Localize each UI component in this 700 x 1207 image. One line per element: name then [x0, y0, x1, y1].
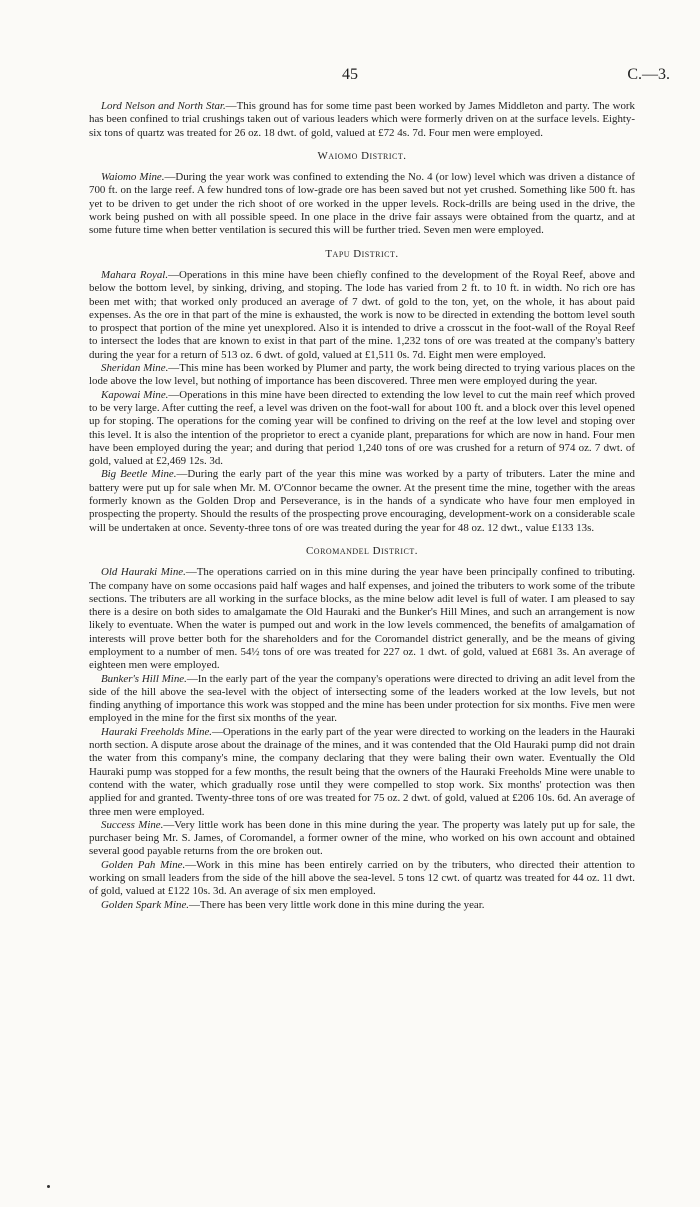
paragraph-text: —There has been very little work done in this mine during the year.: [189, 898, 485, 911]
paragraph-hauraki-freeholds: [89, 726, 635, 819]
mine-name: Golden Spark Mine.: [101, 898, 190, 911]
paragraph-text: —Very little work has been done in this mine during the year. The property was lately put up for sale, the purchaser being Mr. S. James, of Coromandel, a former owner of the mine, who worked on his own account and obtained several good payable returns from the ore broken out.: [89, 818, 635, 858]
paragraph-lord-nelson: [89, 100, 635, 140]
section-heading-waiomo: Waiomo District.: [317, 149, 407, 162]
paragraph-mahara: [89, 269, 635, 362]
page-number: 45: [342, 66, 358, 83]
paragraph-text: —Operations in the early part of the year were directed to working on the leaders in the Hauraki north section. A dispute arose about the drainage of the mines, and it was contended that the Old Hauraki pump did not drain the water from this company's mine, the company declaring that they were baling their own water. Eventually the Old Hauraki pump was stopped for a few months, the result being that the owners of the Hauraki Freeholds Mine were unable to contend with the water, which gradually rose until they were compelled to stop work. Six months' protection was then applied for and granted. Twenty-three tons of ore was treated for 75 oz. 2 dwt. of gold, valued at £206 10s. 6d. An average of three men were employed.: [89, 725, 635, 818]
paragraph-waiomo: [89, 171, 635, 237]
paragraph-big-beetle: [89, 468, 635, 534]
paragraph-text: —Work in this mine has been entirely carried on by the tributers, who directed their attention to working on small leaders from the side of the hill above the sea-level. 5 tons 12 cwt. of quartz was treated for 44 oz. 11 dwt. of gold, valued at £122 10s. 3d. An average of six men employed.: [89, 858, 635, 898]
paragraph-old-hauraki: [89, 566, 635, 672]
mine-name: Lord Nelson and North Star.: [101, 100, 226, 112]
paragraph-sheridan: [89, 362, 635, 389]
mine-name: Sheridan Mine.: [101, 362, 169, 375]
paragraph-text: —Operations in this mine have been chiefly confined to the development of the Royal Reef, above and below the bottom level, by sinking, driving, and stoping. The lode has varied from 2 ft. to 10 ft. in width. No rich ore has been met with; that worked only produced an average of 7 dwt. of gold to the ton, yet, on the whole, it has about paid expenses. As the ore in that part of the mine is exhausted, the work is now to be directed in extending the bottom level south to prospect that portion of the mine yet unexplored. Also it is intended to drive a crosscut in the foot-wall of the Royal Reef to intersect the lodes that are known to exist in that part of the mine. 1,232 tons of ore was treated at the company's battery during the year for a return of 513 oz. 6 dwt. of gold, valued at £1,511 0s. 7d. Eight men were employed.: [89, 268, 635, 361]
mine-name: Kapowai Mine.: [101, 388, 169, 401]
mine-name: Success Mine.: [101, 818, 164, 831]
paragraph-text: —Operations in this mine have been directed to extending the low level to cut the main reef which proved to be very large. After cutting the reef, a level was driven on the foot-wall for about 100 ft. and a block over this level opened up for stoping. The operations for the coming year will be confined to driving on the reef at the low level and stoping over this level. It is also the intention of the proprietor to erect a cyanide plant, preparations for which are now in hand. Four men have been employed during the year; and during that period 1,240 tons of ore was crushed for a return of 974 oz. 7 dwt. of gold, valued at £2,469 12s. 3d.: [89, 388, 635, 468]
mine-name: Bunker's Hill Mine.: [101, 672, 187, 685]
paragraph-success: [89, 819, 635, 859]
mine-name: Golden Pah Mine.: [101, 858, 186, 871]
section-heading-coromandel: Coromandel District.: [306, 544, 418, 557]
mine-name: Hauraki Freeholds Mine.: [101, 725, 213, 738]
mine-name: Old Hauraki Mine.: [101, 566, 186, 579]
mine-name: Waiomo Mine.: [101, 171, 165, 184]
margin-mark: [47, 1185, 50, 1188]
mine-name: Big Beetle Mine.: [101, 468, 177, 481]
page-body: [89, 100, 635, 912]
paragraph-bunkers-hill: [89, 673, 635, 726]
paragraph-text: —In the early part of the year the company's operations were directed to driving an adit level from the side of the hill above the sea-level with the object of intersecting some of the leaders worked at the low levels, but not finding anything of importance this work was stopped and the mine has been under protection for six months. Five men were employed in the mine for the first six months of the year.: [89, 672, 635, 725]
paragraph-text: —The operations carried on in this mine during the year have been principally confined to tributing. The company have on some occasions paid half wages and half expenses, and joined the tributers to work some of the tribute sections. The tributers are all working in the surface blocks, as the mine below adit level is full of water. I am pleased to say there is a desire on both sides to amalgamate the Old Hauraki and the Bunker's Hill Mines, and such an arrangement is now likely to eventuate. When the water is pumped out and work in the low levels commenced, the benefits of amalgamation of interests will prove better both for the shareholders and for the Coromandel district generally, and be the means of giving employment to a number of men. 54½ tons of ore was treated for 227 oz. 1 dwt. of gold, valued at £681 3s. An average of eighteen men were employed.: [89, 566, 635, 672]
section-heading-tapu: Tapu District.: [325, 247, 399, 260]
document-reference: C.—3.: [627, 66, 670, 83]
paragraph-text: —This mine has been worked by Plumer and party, the work being directed to trying various places on the lode above the low level, but nothing of importance has been discovered. Three men were employed during the year.: [89, 362, 635, 388]
paragraph-kapowai: [89, 389, 635, 469]
paragraph-text: —During the year work was confined to extending the No. 4 (or low) level which was driven a distance of 700 ft. on the large reef. A few hundred tons of low-grade ore has been saved but not yet crushed. Something like 500 ft. has yet to be driven to get under the rich shoot of ore worked in the upper levels. Rock-drills are being used in the drive, the work being pushed on with all possible speed. In one place in the drive fair assays were obtained from the quartz, and at some future time when better ventilation is secured this will be further tried. Seven men were employed.: [89, 171, 635, 237]
paragraph-text: —During the early part of the year this mine was worked by a party of tributers. Later the mine and battery were put up for sale when Mr. M. O'Connor became the owner. At the present time the mine, together with the areas formerly known as the Golden Drop and Perseverance, is in the hands of a syndicate who have four men employed in prospecting the property. Should the results of the prospecting prove encouraging, development-work on a considerable scale will be undertaken at once. Seventy-three tons of ore was treated during the year for 48 oz. 12 dwt., value £133 13s.: [89, 468, 636, 534]
paragraph-golden-pah: [89, 859, 635, 899]
mine-name: Mahara Royal.: [101, 268, 169, 281]
paragraph-text: —This ground has for some time past been worked by James Middleton and party. The work has been confined to trial crushings taken out of various leaders which were formerly driven on at the surface levels. Eighty-six tons of quartz was treated for 26 oz. 18 dwt. of gold, valued at £72 4s. 7d. Four men were employed.: [89, 100, 635, 139]
paragraph-golden-spark: [89, 899, 635, 912]
